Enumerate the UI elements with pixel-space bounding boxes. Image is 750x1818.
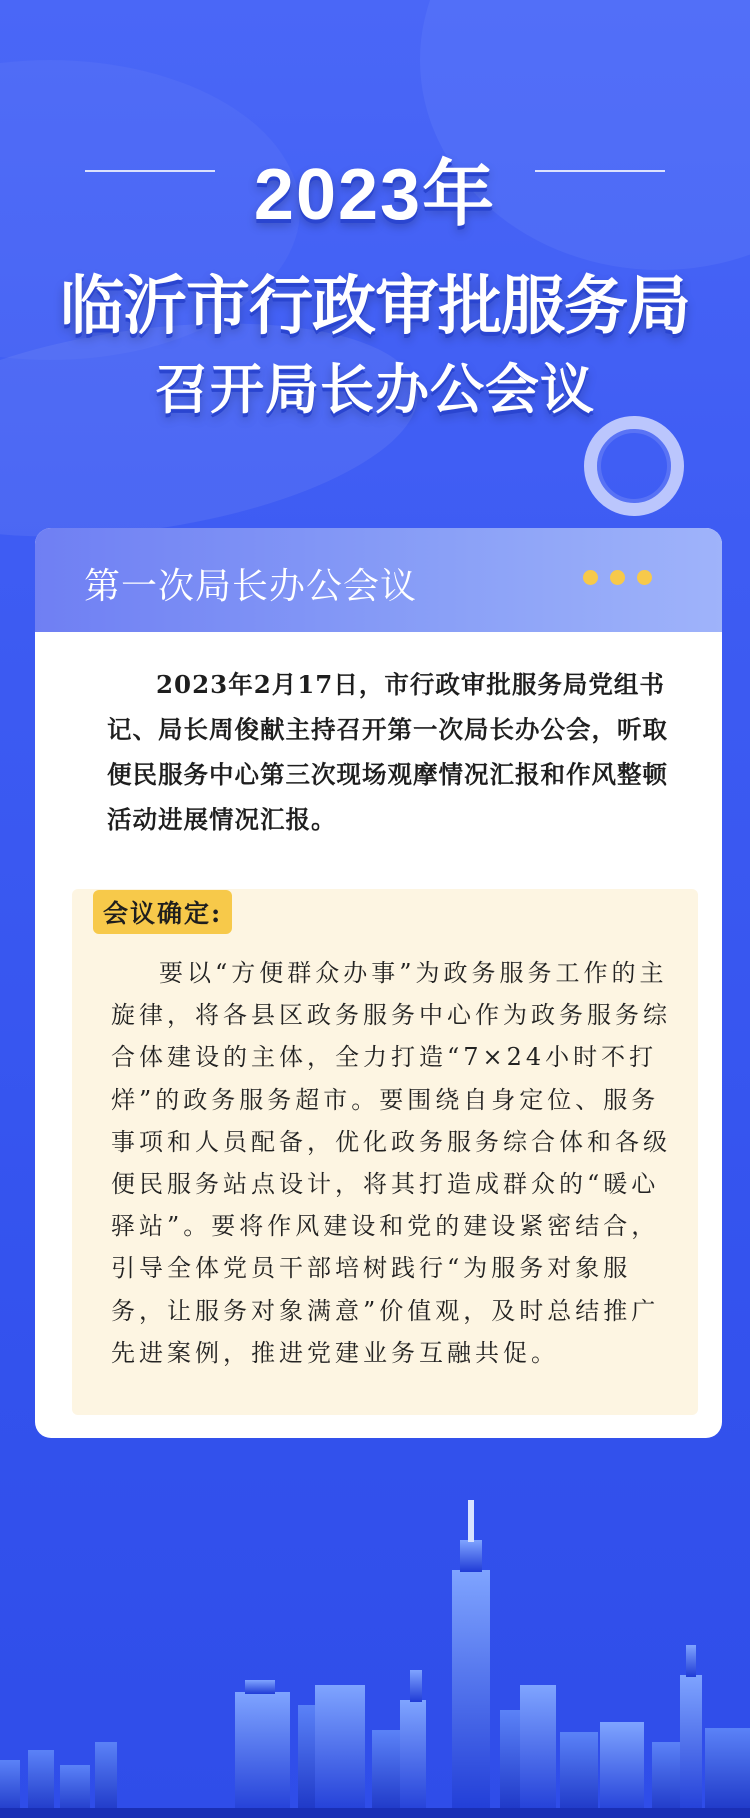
decor-line-right — [535, 170, 665, 172]
dot-icon — [637, 570, 652, 585]
card-title: 第一次局长办公会议 — [84, 566, 418, 607]
card-header — [35, 528, 722, 632]
dot-icon — [610, 570, 625, 585]
decision-paragraph: 要以“方便群众办事”为政务服务工作的主旋律，将各县区政务服务中心作为政务服务综合体建设的主体，全力打造“7×24小时不打烊”的政务服务超市。要围绕自身定位、服务事项和人员配备，优化政务服务综合体和各级便民服务站点设计，将其打造成群众的“暖心驿站”。要将作风建设和党的建设紧密结合，引导全体党员干部培树践行“为服务对象服务，让服务对象满意”价值观，及时总结推广先进案例，推进党建业务互融共促。 — [111, 959, 671, 1367]
meeting-card — [35, 528, 722, 1438]
title-subtitle: 召开局长办公会议 — [155, 358, 595, 421]
ring-icon — [584, 416, 684, 516]
intro-paragraph: 2023年2月17日，市行政审批服务局党组书记、局长周俊献主持召开第一次局长办公会，听取便民服务中心第三次现场观摩情况汇报和作风整顿活动进展情况汇报。 — [107, 670, 668, 834]
title-year-row — [0, 136, 750, 235]
title-main: 临沂市行政审批服务局 — [60, 270, 690, 344]
city-skyline-illustration — [0, 1480, 750, 1818]
title-year: 2023年 — [253, 155, 497, 235]
three-dots-icon — [583, 570, 664, 589]
decision-label: 会议确定: — [93, 890, 232, 934]
dot-icon — [583, 570, 598, 585]
